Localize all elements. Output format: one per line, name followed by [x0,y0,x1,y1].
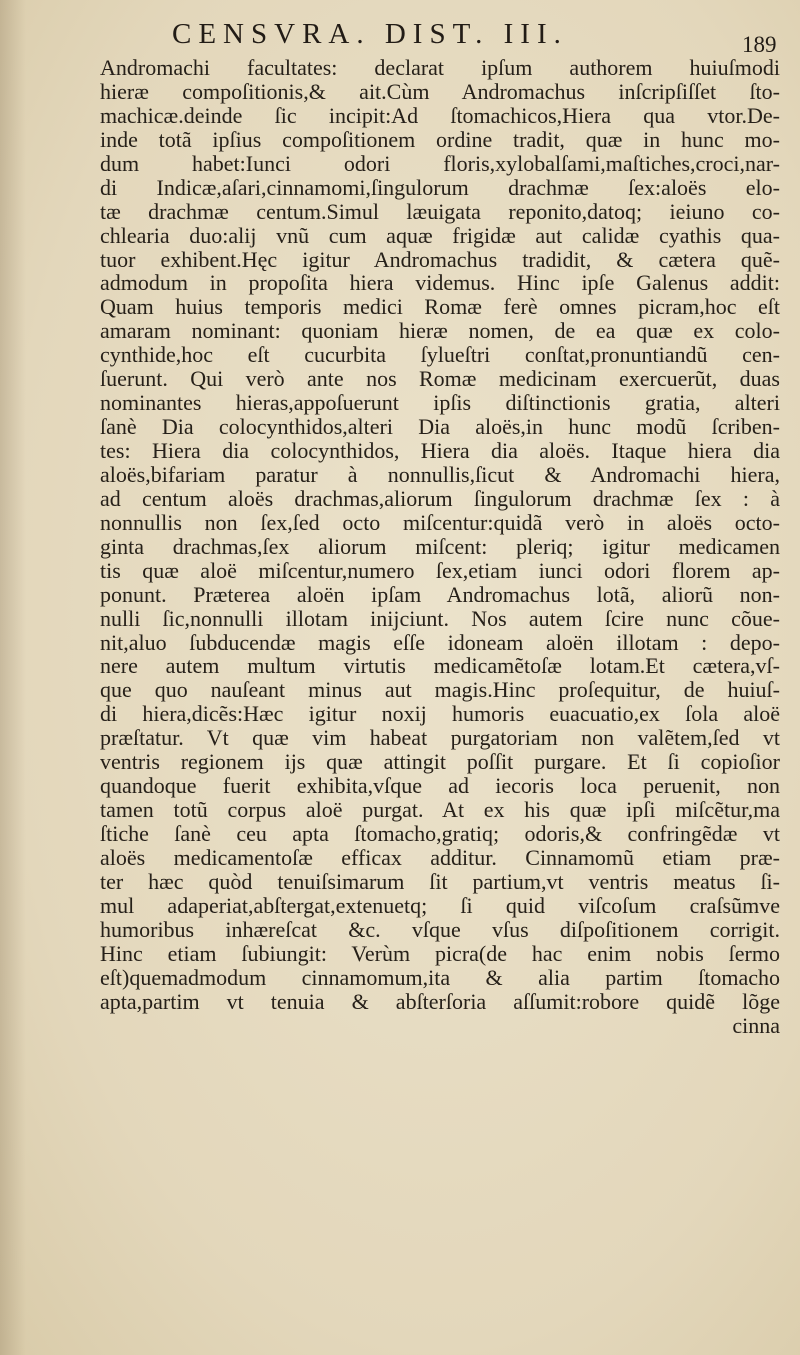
text-line: dum habet:Iunci odori floris,xylobalſami,maſtiches,croci,nar- [100,150,780,176]
text-line: ponunt. Præterea aloën ipſam Andromachus lotã, aliorũ non- [100,581,780,607]
text-line: ter hæc quòd tenuiſsimarum ſit partium,vt ventris meatus ſi- [100,868,780,894]
text-line: ventris regionem ijs quæ attingit poſſit purgare. Et ſi copioſior [100,749,780,775]
text-line: nit,aluo ſubducendæ magis eſſe idoneam aloën illotam : depo- [100,629,780,655]
text-line: inde totã ipſius compoſitionem ordine tradit, quæ in hunc mo- [100,126,780,152]
text-line: Andromachi facultates: declarat ipſum authorem huiuſmodi [100,55,780,80]
text-line: eſt)quemadmodum cinnamomum,ita & alia partim ſtomacho [100,964,780,990]
text-line: præſtatur. Vt quæ vim habeat purgatoriam non valẽtem,ſed vt [100,725,780,751]
text-line: tamen totũ corpus aloë purgat. At ex his quæ ipſi miſcẽtur,ma [100,797,780,823]
text-line: amaram nominant: quoniam hieræ nomen, de ea quæ ex colo- [100,318,780,344]
text-line: tis quæ aloë miſcentur,numero ſex,etiam iunci odori florem ap- [100,557,780,583]
page-number: 189 [742,32,777,57]
gutter-shadow [0,0,26,1355]
text-line: tes: Hiera dia colocynthidos, Hiera dia aloës. Itaque hiera dia [100,438,780,463]
text-line: cynthide,hoc eſt cucurbita ſylueſtri conſtat,pronuntiandũ cen- [100,342,780,368]
text-line: nulli ſic,nonnulli illotam inijciunt. Nos autem ſcire nunc cõue- [100,605,780,631]
text-line: nonnullis non ſex,ſed octo miſcentur:quidã verò in aloës octo- [100,509,780,535]
text-line: quandoque fuerit exhibita,vſque ad iecoris loca peruenit, non [100,773,780,799]
text-line: ſanè Dia colocynthidos,alteri Dia aloës,in hunc modũ ſcriben- [100,414,780,440]
text-line: chlearia duo:alij vnũ cum aquæ frigidæ aut calidæ cyathis qua- [100,222,780,248]
text-line: aloës,bifariam paratur à nonnullis,ſicut & Andromachi hiera, [100,461,780,487]
text-line: cinna [732,1012,780,1038]
text-line: aloës medicamentoſæ efficax additur. Cinnamomũ etiam præ- [100,844,780,870]
text-line: ſuerunt. Qui verò ante nos Romæ medicinam exercuerũt, duas [100,366,780,392]
text-line: que quo nauſeant minus aut magis.Hinc proſequitur, de huiuſ- [100,677,780,703]
text-line: tæ drachmæ centum.Simul læuigata reponito,datoq; ieiuno co- [100,198,780,224]
text-line: hieræ compoſitionis,& ait.Cùm Andromachus inſcripſiſſet ſto- [100,78,780,104]
text-line: di Indicæ,aſari,cinnamomi,ſingulorum drachmæ ſex:aloës elo- [100,174,780,200]
text-line: tuor exhibent.Hęc igitur Andromachus tradidit, & cætera quẽ- [100,246,780,272]
text-line: apta,partim vt tenuia & abſterſoria aſſumit:robore quidẽ lõge [100,988,780,1014]
body-text [100,56,780,1037]
text-line: Hinc etiam ſubiungit: Verùm picra(de hac enim nobis ſermo [100,940,780,966]
running-title: CENSVRA. DIST. III. [172,18,568,50]
text-line: nominantes hieras,appoſuerunt ipſis diſtinctionis gratia, alteri [100,390,780,416]
text-line: ad centum aloës drachmas,aliorum ſingulorum drachmæ ſex : à [100,485,780,511]
text-line: nere autem multum virtutis medicamẽtoſæ lotam.Et cætera,vſ- [100,653,780,679]
text-line: ſtiche ſanè ceu apta ſtomacho,gratiq; odoris,& confringẽdæ vt [100,821,780,846]
text-line: admodum in propoſita hiera videmus. Hinc ipſe Galenus addit: [100,270,780,296]
text-line: ginta drachmas,ſex aliorum miſcent: pleriq; igitur medicamen [100,533,780,559]
text-line: machicæ.deinde ſic incipit:Ad ſtomachicos,Hiera qua vtor.De- [100,102,780,128]
text-line: mul adaperiat,abſtergat,extenuetq; ſi quid viſcoſum craſsũmve [100,892,780,918]
text-line: di hiera,dicẽs:Hæc igitur noxij humoris euacuatio,ex ſola aloë [100,701,780,727]
running-head [0,18,800,58]
text-line: Quam huius temporis medici Romæ ferè omnes picram,hoc eſt [100,294,780,320]
text-line: humoribus inhæreſcat &c. vſque vſus diſpoſitionem corrigit. [100,916,780,942]
